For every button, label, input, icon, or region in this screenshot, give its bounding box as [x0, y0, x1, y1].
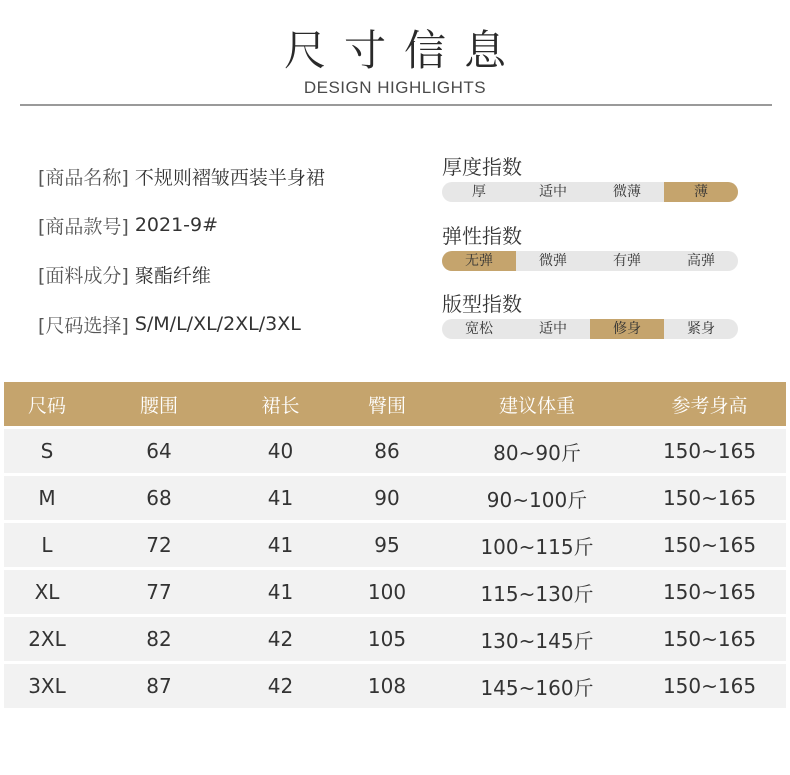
header-divider: [20, 104, 772, 106]
info-label: [商品名称]: [38, 166, 129, 189]
table-cell: 95: [333, 520, 441, 567]
info-row-sizes: [38, 308, 301, 340]
table-row: [4, 426, 786, 473]
table-row: [4, 567, 786, 614]
table-cell: 42: [228, 614, 333, 661]
table-cell: 77: [90, 567, 228, 614]
index-option: 高弹: [687, 253, 715, 269]
index-option: 有弹: [613, 253, 641, 269]
fit-index-bar: [442, 319, 738, 339]
table-cell: 90~100斤: [441, 473, 633, 520]
index-option: 适中: [539, 184, 567, 200]
index-option: 修身: [590, 319, 664, 339]
fit-index-title: 版型指数: [442, 292, 522, 316]
info-label: [面料成分]: [38, 264, 129, 287]
info-value: 2021-9#: [134, 214, 219, 236]
info-label: [尺码选择]: [38, 314, 129, 337]
table-cell: 150~165: [633, 520, 786, 567]
index-option: 适中: [539, 321, 567, 337]
index-option: 无弹: [442, 251, 516, 271]
table-cell: 41: [228, 567, 333, 614]
table-row: [4, 473, 786, 520]
table-cell: 150~165: [633, 473, 786, 520]
table-cell: 68: [90, 473, 228, 520]
table-cell: 145~160斤: [441, 661, 633, 708]
table-cell: M: [4, 473, 90, 520]
table-cell: S: [4, 426, 90, 473]
column-header: 腰围: [90, 382, 228, 426]
info-row-product-code: [38, 209, 218, 241]
index-option: 薄: [664, 182, 738, 202]
table-cell: L: [4, 520, 90, 567]
index-option: 紧身: [687, 321, 715, 337]
table-cell: 40: [228, 426, 333, 473]
elasticity-index-title: 弹性指数: [442, 224, 522, 248]
table-cell: 130~145斤: [441, 614, 633, 661]
table-cell: 72: [90, 520, 228, 567]
table-cell: 100~115斤: [441, 520, 633, 567]
table-cell: 2XL: [4, 614, 90, 661]
column-header: 参考身高: [633, 382, 786, 426]
table-cell: 150~165: [633, 426, 786, 473]
column-header: 臀围: [333, 382, 441, 426]
table-cell: 100: [333, 567, 441, 614]
table-cell: 41: [228, 520, 333, 567]
table-cell: 105: [333, 614, 441, 661]
index-option: 微薄: [613, 184, 641, 200]
table-row: [4, 614, 786, 661]
table-cell: 108: [333, 661, 441, 708]
page-title: 尺寸信息: [283, 26, 524, 75]
info-value: S/M/L/XL/2XL/3XL: [134, 313, 301, 335]
info-row-product-name: [38, 160, 325, 192]
table-cell: 41: [228, 473, 333, 520]
column-header: 尺码: [4, 382, 90, 426]
elasticity-index-bar: [442, 251, 738, 271]
index-option: 微弹: [539, 253, 567, 269]
table-cell: 86: [333, 426, 441, 473]
table-row: [4, 661, 786, 708]
table-cell: 150~165: [633, 614, 786, 661]
info-value: 聚酯纤维: [134, 264, 211, 287]
table-cell: 3XL: [4, 661, 90, 708]
table-cell: 150~165: [633, 661, 786, 708]
page-subtitle: DESIGN HIGHLIGHTS: [303, 78, 487, 97]
index-option: 宽松: [465, 321, 493, 337]
info-label: [商品款号]: [38, 215, 129, 238]
table-cell: 90: [333, 473, 441, 520]
table-cell: 150~165: [633, 567, 786, 614]
table-cell: 115~130斤: [441, 567, 633, 614]
thickness-index-bar: [442, 182, 738, 202]
thickness-index-title: 厚度指数: [442, 155, 522, 179]
size-table: [4, 382, 786, 708]
column-header: 裙长: [228, 382, 333, 426]
table-cell: 64: [90, 426, 228, 473]
table-cell: 80~90斤: [441, 426, 633, 473]
size-table-header: [4, 382, 786, 426]
table-row: [4, 520, 786, 567]
table-cell: XL: [4, 567, 90, 614]
column-header: 建议体重: [441, 382, 633, 426]
table-cell: 82: [90, 614, 228, 661]
index-option: 厚: [472, 184, 486, 200]
table-cell: 87: [90, 661, 228, 708]
info-row-fabric: [38, 258, 211, 290]
table-cell: 42: [228, 661, 333, 708]
info-value: 不规则褶皱西装半身裙: [134, 166, 325, 189]
